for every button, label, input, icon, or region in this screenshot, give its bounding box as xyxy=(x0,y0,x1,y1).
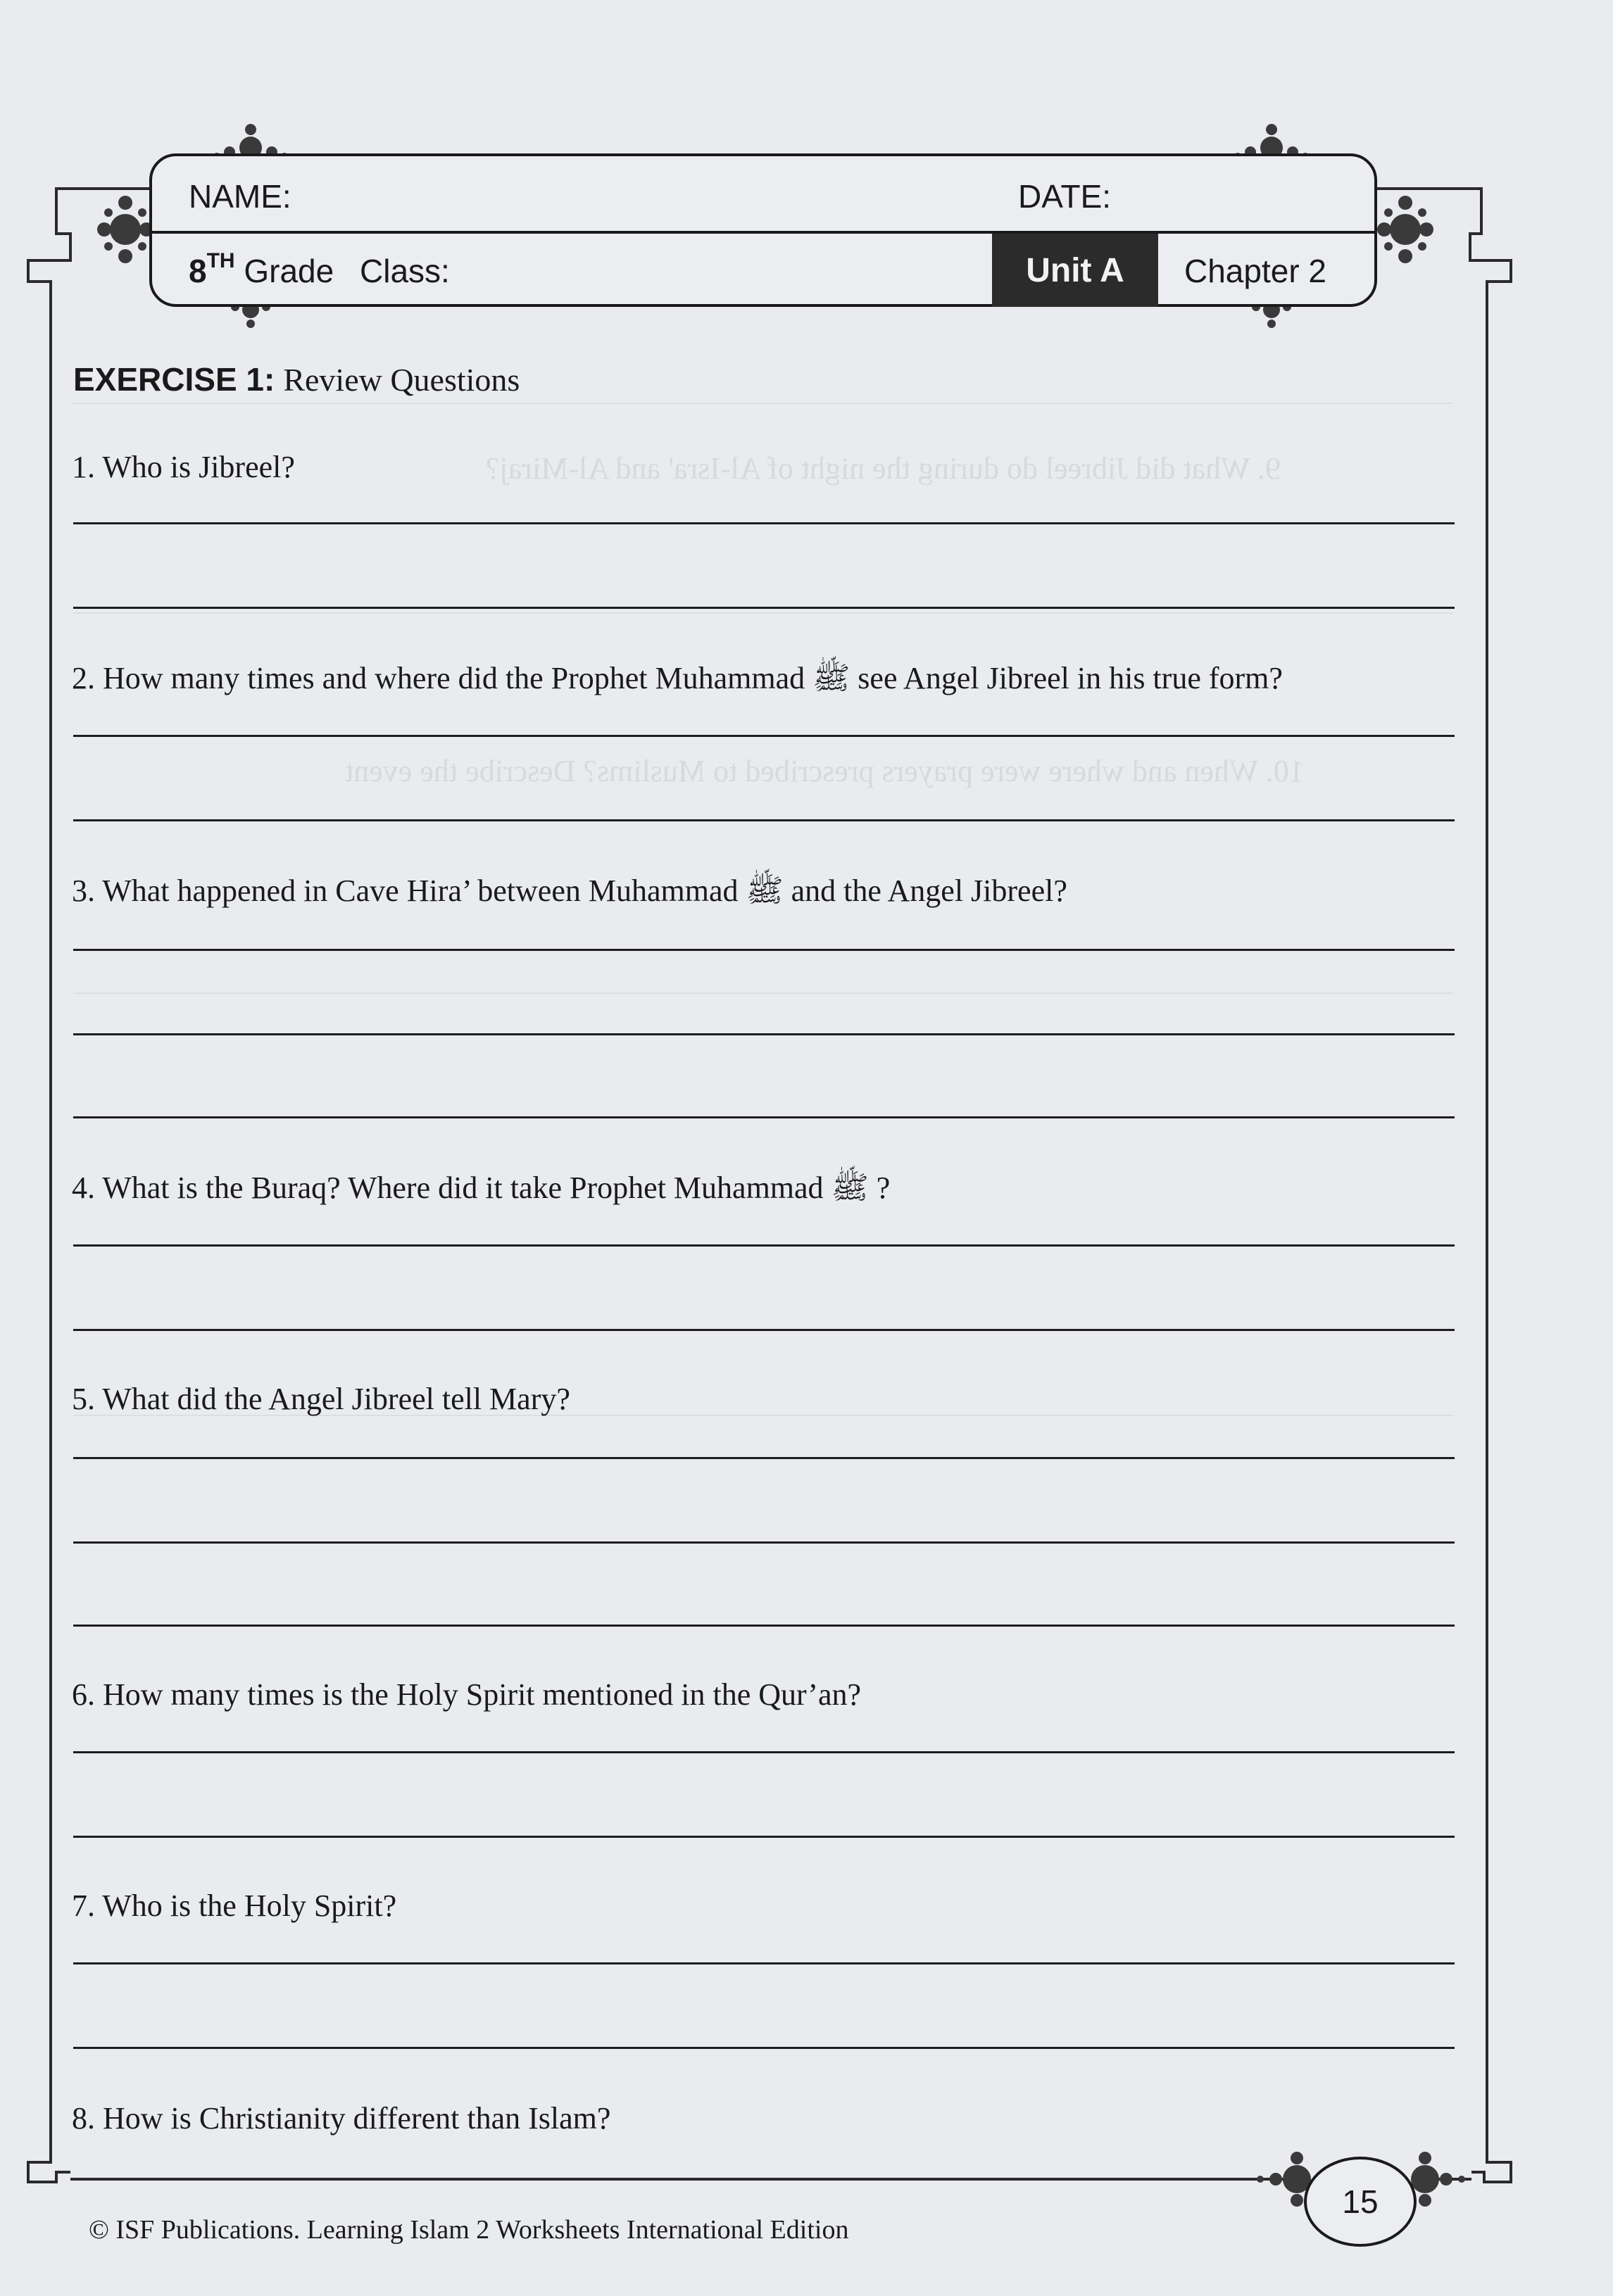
grade-number: 8 xyxy=(189,253,207,289)
date-label: DATE: xyxy=(1018,178,1112,215)
question-4: 4. What is the Buraq? Where did it take Prophet Muhammad ﷺ ? xyxy=(72,1171,891,1205)
grade-word: Grade xyxy=(244,253,334,289)
chapter-label: Chapter 2 xyxy=(1184,253,1327,289)
copyright-footer: © ISF Publications. Learning Islam 2 Worksheets International Edition xyxy=(89,2215,849,2245)
answer-line xyxy=(73,1625,1455,1627)
question-5: 5. What did the Angel Jibreel tell Mary? xyxy=(72,1382,570,1416)
header-divider xyxy=(152,231,1374,234)
question-2: 2. How many times and where did the Prophet Muhammad ﷺ see Angel Jibreel in his true form? xyxy=(72,661,1283,695)
ornament xyxy=(1377,196,1433,263)
question-7: 7. Who is the Holy Spirit? xyxy=(72,1888,397,1923)
show-through-text: 9. What did Jibreel do during the night of Al-Isra' and Al-Miraj? xyxy=(486,451,1281,486)
show-through-text: 10. When and where were prayers prescribed to Muslims? Describe the event xyxy=(345,754,1305,788)
name-label: NAME: xyxy=(189,178,291,215)
question-3: 3. What happened in Cave Hira’ between Muhammad ﷺ and the Angel Jibreel? xyxy=(72,873,1067,908)
answer-line xyxy=(73,735,1455,737)
exercise-title: EXERCISE 1: xyxy=(73,361,275,398)
answer-line xyxy=(73,1751,1455,1753)
exercise-subtitle: Review Questions xyxy=(283,362,520,398)
header-box xyxy=(149,153,1377,307)
exercise-heading xyxy=(73,360,520,398)
answer-line xyxy=(73,1033,1455,1035)
question-8: 8. How is Christianity different than Islam? xyxy=(72,2101,611,2136)
answer-line xyxy=(73,1329,1455,1331)
answer-line xyxy=(73,1962,1455,1964)
answer-line xyxy=(73,607,1455,609)
question-1: 1. Who is Jibreel? xyxy=(72,450,295,484)
unit-badge xyxy=(992,234,1158,307)
grade-superscript: TH xyxy=(206,249,235,272)
answer-line xyxy=(73,949,1455,951)
answer-line xyxy=(73,1244,1455,1247)
answer-line xyxy=(73,1457,1455,1459)
answer-line xyxy=(73,522,1455,524)
answer-line xyxy=(73,1836,1455,1838)
page-number-badge xyxy=(1304,2157,1417,2247)
answer-line xyxy=(73,1541,1455,1544)
answer-line xyxy=(73,2047,1455,2049)
class-label: Class: xyxy=(360,253,450,289)
answer-line xyxy=(73,819,1455,821)
question-6: 6. How many times is the Holy Spirit mentioned in the Qur’an? xyxy=(72,1677,862,1712)
answer-line xyxy=(73,1116,1455,1118)
ornament xyxy=(97,196,153,263)
page-number: 15 xyxy=(1342,2183,1379,2220)
unit-label: Unit A xyxy=(1026,251,1124,289)
grade-label xyxy=(189,249,450,290)
